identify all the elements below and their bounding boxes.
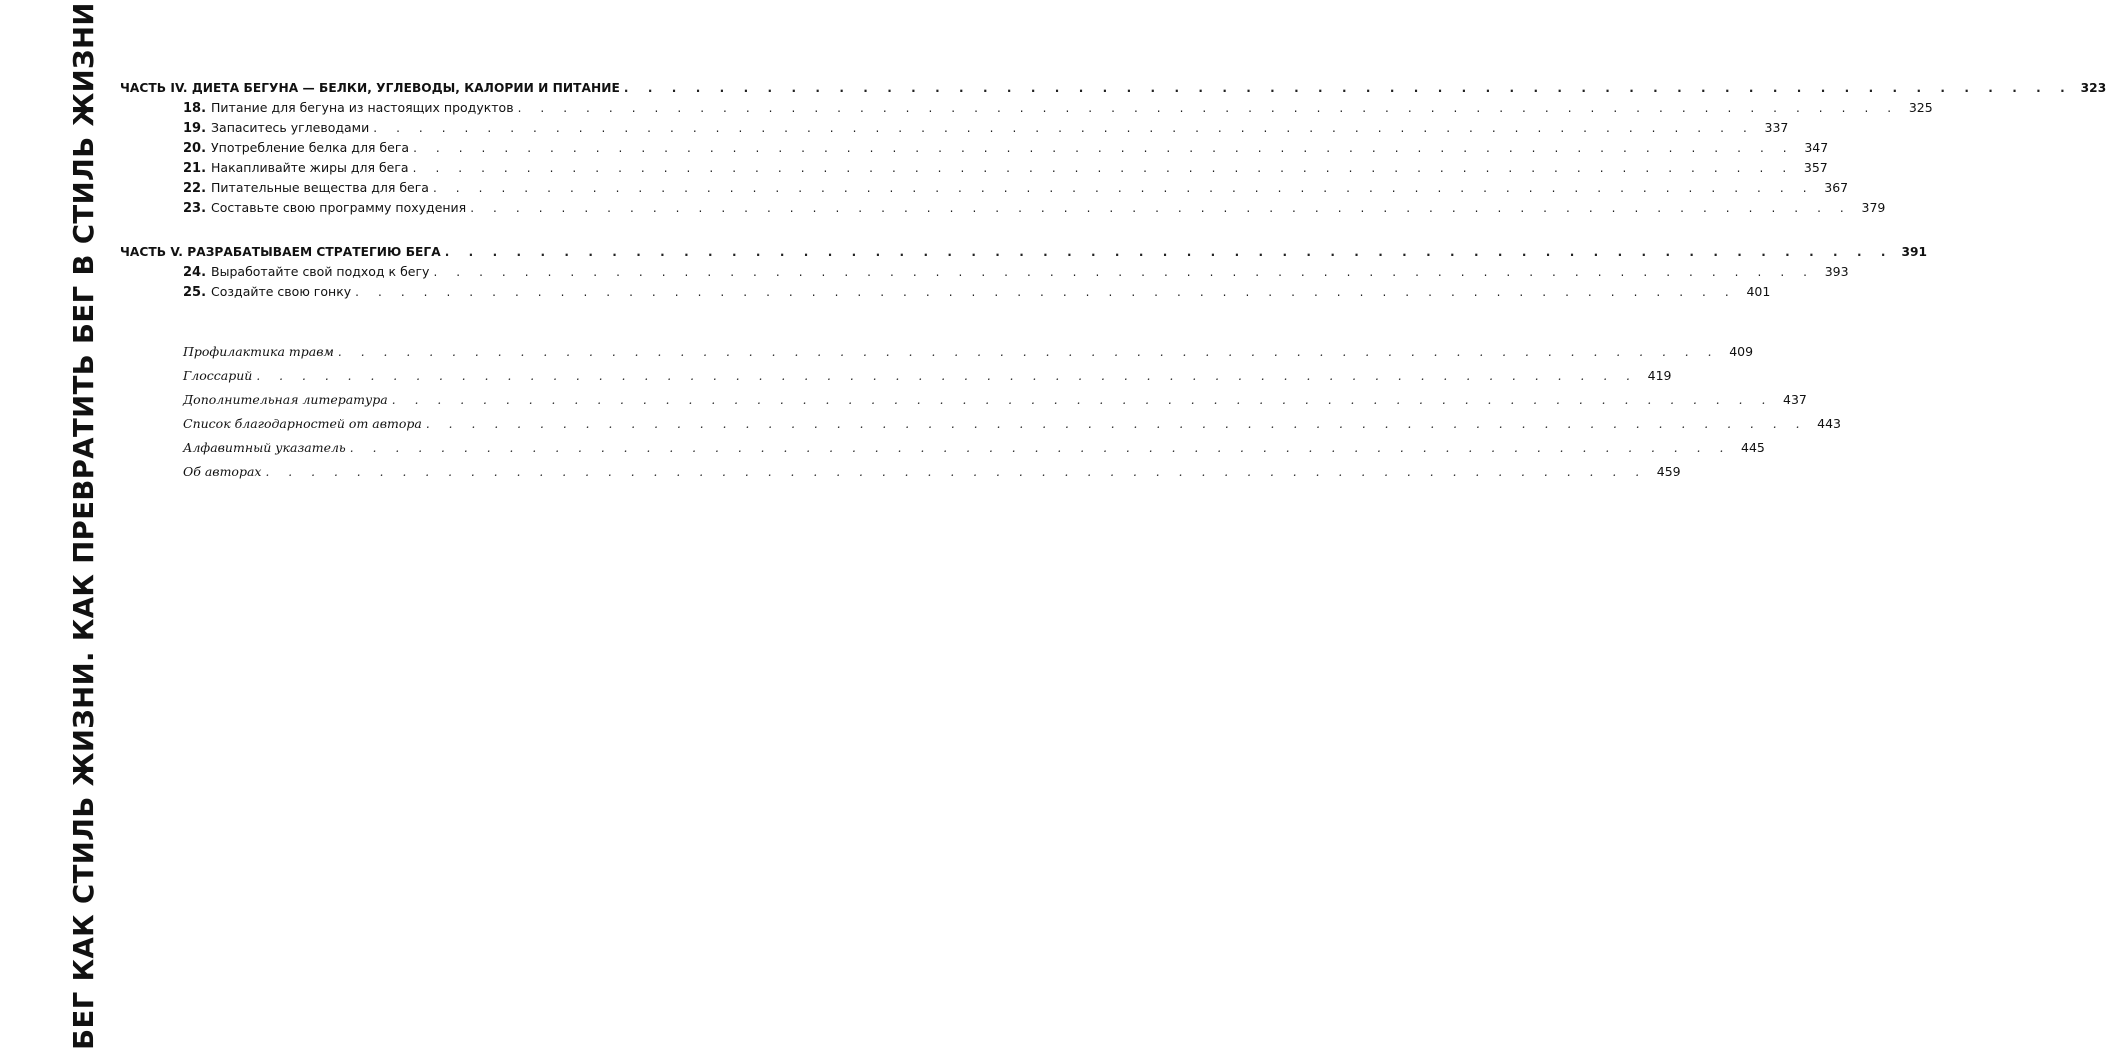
- chapter-title: Составьте свою программу похудения: [211, 200, 467, 215]
- spine-title: [62, 2, 106, 1050]
- spine-title-text: БЕГ КАК СТИЛЬ ЖИЗНИ. КАК ПРЕВРАТИТЬ БЕГ В СТИЛЬ ЖИЗНИ: [68, 2, 100, 1050]
- page-number: 325: [1908, 100, 1933, 115]
- dot-leader: . . . . . . . . . . . . . . . . . . . . . . . . . . . . . . . . . . . . . . . . . . . . . . . . . . . . . . . . . . . . .: [444, 245, 1894, 259]
- dot-leader: . . . . . . . . . . . . . . . . . . . . . . . . . . . . . . . . . . . . . . . . . . . . . . . . . . . . . . . . . . . . .: [470, 201, 1852, 215]
- dot-leader: . . . . . . . . . . . . . . . . . . . . . . . . . . . . . . . . . . . . . . . . . . . . . . . . . . . . . . . . . . . . .: [425, 417, 1807, 431]
- chapter-title: Питание для бегуна из настоящих продуктов: [211, 100, 514, 115]
- appendix-title: Алфавитный указатель: [183, 440, 346, 455]
- toc-appendix-index[interactable]: [183, 438, 1765, 458]
- toc-appendix-about-authors[interactable]: [183, 462, 1681, 482]
- dot-leader: . . . . . . . . . . . . . . . . . . . . . . . . . . . . . . . . . . . . . . . . . . . . . . . . . . . . . . . . . . . . .: [517, 101, 1899, 115]
- dot-leader: . . . . . . . . . . . . . . . . . . . . . . . . . . . . . . . . . . . . . . . . . . . . . . . . . . . . . . . . . . . . .: [413, 141, 1795, 155]
- toc-chapter-20[interactable]: [183, 138, 1829, 158]
- dot-leader: . . . . . . . . . . . . . . . . . . . . . . . . . . . . . . . . . . . . . . . . . . . . . . . . . . . . . . . . . . . . .: [256, 369, 1638, 383]
- dot-leader: . . . . . . . . . . . . . . . . . . . . . . . . . . . . . . . . . . . . . . . . . . . . . . . . . . . . . . . . . . . . .: [265, 465, 1647, 479]
- toc-appendix-further-reading[interactable]: [183, 390, 1807, 410]
- page-number: 443: [1817, 416, 1841, 431]
- dot-leader: . . . . . . . . . . . . . . . . . . . . . . . . . . . . . . . . . . . . . . . . . . . . . . . . . . . . . . . . . . . . .: [337, 345, 1720, 359]
- page-number: 393: [1824, 264, 1849, 279]
- chapter-number: 18.: [183, 101, 207, 116]
- dot-leader: . . . . . . . . . . . . . . . . . . . . . . . . . . . . . . . . . . . . . . . . . . . . . . . . . . . . . . . . . . . . .: [355, 285, 1737, 299]
- toc-appendix-glossary[interactable]: [183, 366, 1672, 386]
- page-number: 459: [1656, 464, 1681, 479]
- chapter-number: 23.: [183, 201, 207, 216]
- appendix-title: Об авторах: [183, 464, 262, 479]
- page-number: 409: [1729, 344, 1754, 359]
- toc-part-4[interactable]: [120, 78, 2106, 98]
- dot-leader: . . . . . . . . . . . . . . . . . . . . . . . . . . . . . . . . . . . . . . . . . . . . . . . . . . . . . . . . . . . . .: [412, 161, 1794, 175]
- toc-chapter-23[interactable]: [183, 198, 1886, 218]
- part-title: ЧАСТЬ V. РАЗРАБАТЫВАЕМ СТРАТЕГИЮ БЕГА: [120, 245, 441, 259]
- chapter-number: 20.: [183, 141, 207, 156]
- chapter-number: 24.: [183, 265, 207, 280]
- toc-chapter-18[interactable]: [183, 98, 1933, 118]
- appendix-title: Дополнительная литература: [183, 392, 388, 407]
- dot-leader: . . . . . . . . . . . . . . . . . . . . . . . . . . . . . . . . . . . . . . . . . . . . . . . . . . . . . . . . . . . . .: [349, 441, 1731, 455]
- toc-appendix-acknowledgements[interactable]: [183, 414, 1841, 434]
- page-number: 401: [1746, 284, 1771, 299]
- chapter-title: Создайте свою гонку: [211, 284, 352, 299]
- chapter-title: Выработайте свой подход к бегу: [211, 264, 430, 279]
- toc-part-5[interactable]: [120, 242, 1928, 262]
- dot-leader: . . . . . . . . . . . . . . . . . . . . . . . . . . . . . . . . . . . . . . . . . . . . . . . . . . . . . . . . . . . . .: [433, 265, 1815, 279]
- page-number: 379: [1861, 200, 1886, 215]
- chapter-number: 21.: [183, 161, 207, 176]
- page-number: 367: [1824, 180, 1849, 195]
- toc-appendix-injury-prevention[interactable]: [183, 342, 1754, 362]
- page-number: 357: [1803, 160, 1828, 175]
- toc-chapter-19[interactable]: [183, 118, 1789, 138]
- page-number: 391: [1901, 245, 1928, 259]
- page-number: 347: [1804, 140, 1829, 155]
- toc-chapter-25[interactable]: [183, 282, 1771, 302]
- dot-leader: . . . . . . . . . . . . . . . . . . . . . . . . . . . . . . . . . . . . . . . . . . . . . . . . . . . . . . . . . . . . .: [391, 393, 1773, 407]
- chapter-title: Употребление белка для бега: [211, 140, 410, 155]
- toc-chapter-24[interactable]: [183, 262, 1849, 282]
- chapter-number: 22.: [183, 181, 207, 196]
- appendix-title: Глоссарий: [183, 368, 253, 383]
- chapter-number: 25.: [183, 285, 207, 300]
- dot-leader: . . . . . . . . . . . . . . . . . . . . . . . . . . . . . . . . . . . . . . . . . . . . . . . . . . . . . . . . . . . . .: [373, 121, 1755, 135]
- page-number: 323: [2080, 81, 2106, 95]
- page-number: 419: [1647, 368, 1672, 383]
- dot-leader: . . . . . . . . . . . . . . . . . . . . . . . . . . . . . . . . . . . . . . . . . . . . . . . . . . . . . . . . . . . . .: [623, 81, 2073, 95]
- page-number: 445: [1741, 440, 1765, 455]
- appendix-title: Профилактика травм: [183, 344, 334, 359]
- toc-chapter-21[interactable]: [183, 158, 1828, 178]
- appendix-title: Список благодарностей от автора: [183, 416, 422, 431]
- chapter-title: Питательные вещества для бега: [211, 180, 429, 195]
- chapter-title: Запаситесь углеводами: [211, 120, 370, 135]
- chapter-title: Накапливайте жиры для бега: [211, 160, 409, 175]
- dot-leader: . . . . . . . . . . . . . . . . . . . . . . . . . . . . . . . . . . . . . . . . . . . . . . . . . . . . . . . . . . . . .: [432, 181, 1815, 195]
- part-title: ЧАСТЬ IV. ДИЕТА БЕГУНА — БЕЛКИ, УГЛЕВОДЫ, КАЛОРИИ И ПИТАНИЕ: [120, 81, 620, 95]
- chapter-number: 19.: [183, 121, 207, 136]
- toc-chapter-22[interactable]: [183, 178, 1849, 198]
- page-number: 437: [1783, 392, 1807, 407]
- page-number: 337: [1764, 120, 1789, 135]
